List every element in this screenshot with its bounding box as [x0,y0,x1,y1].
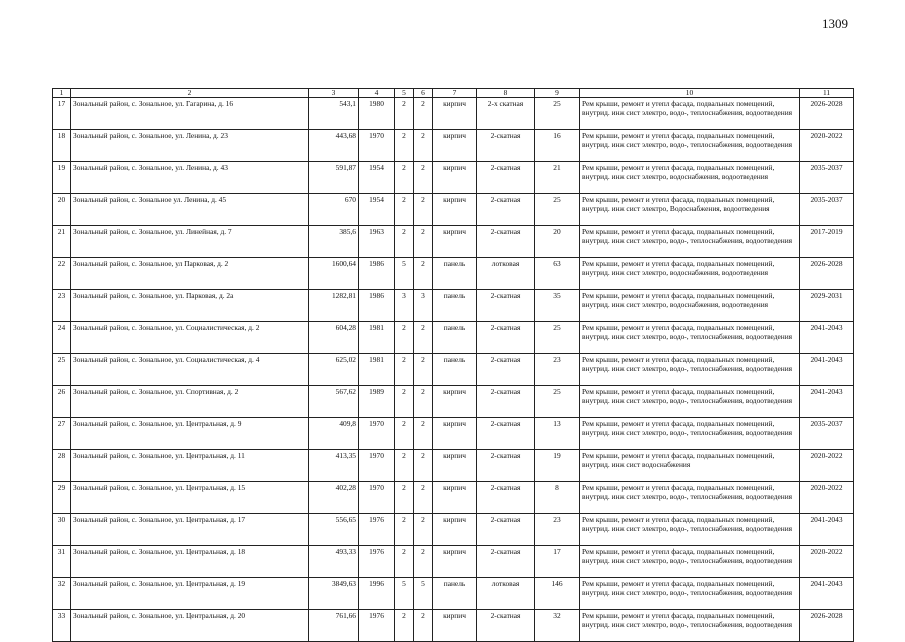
works-cell: Рем крыши, ремонт и утепл фасада, подвальных помещений, внутрид. инж сист электро, водо-, теплоснабжения, водоотведения [580,98,800,130]
entrances-cell: 2 [414,610,433,642]
wall-material-cell: кирпич [433,610,477,642]
table-row [53,418,854,450]
apartments-cell: 19 [535,450,580,482]
floors-cell: 2 [395,130,414,162]
apartments-cell: 8 [535,482,580,514]
wall-material-cell: кирпич [433,482,477,514]
works-cell: Рем крыши, ремонт и утепл фасада, подвальных помещений, внутрид. инж сист электро, водоснабжения, водоотведения [580,290,800,322]
table-row [53,258,854,290]
row-number-cell: 31 [53,546,71,578]
address-cell: Зональный район, с. Зональное, ул. Парковая, д. 2а [71,290,309,322]
wall-material-cell: панель [433,354,477,386]
table-row [53,98,854,130]
floors-cell: 5 [395,258,414,290]
floors-cell: 2 [395,514,414,546]
apartments-cell: 23 [535,514,580,546]
works-cell: Рем крыши, ремонт и утепл фасада, подвальных помещений, внутрид. инж сист электро, Водоснабжения, водоотведения [580,194,800,226]
works-cell: Рем крыши, ремонт и утепл фасада, подвальных помещений, внутрид. инж сист электро, водо-, теплоснабжения, водоотведения [580,546,800,578]
address-cell: Зональный район, с. Зональное ул. Ленина, д. 45 [71,194,309,226]
roof-type-cell: 2-скатная [477,130,535,162]
address-cell: Зональный район, с. Зональное, ул. Гагарина, д. 16 [71,98,309,130]
period-cell: 2035-2037 [800,162,854,194]
year-cell: 1963 [359,226,395,258]
floors-cell: 2 [395,546,414,578]
wall-material-cell: кирпич [433,546,477,578]
address-cell: Зональный район, с. Зональное, ул. Центральная, д. 15 [71,482,309,514]
address-cell: Зональный район, с. Зональное, ул. Центральная, д. 9 [71,418,309,450]
apartments-cell: 25 [535,98,580,130]
column-number-cell: 5 [395,89,414,98]
column-number-row [53,89,854,98]
entrances-cell: 2 [414,162,433,194]
column-number-cell: 10 [580,89,800,98]
address-cell: Зональный район, с. Зональное, ул. Центральная, д. 18 [71,546,309,578]
area-cell: 1600,64 [309,258,359,290]
year-cell: 1980 [359,98,395,130]
year-cell: 1996 [359,578,395,610]
year-cell: 1954 [359,162,395,194]
entrances-cell: 2 [414,418,433,450]
floors-cell: 2 [395,322,414,354]
roof-type-cell: 2-скатная [477,514,535,546]
floors-cell: 2 [395,482,414,514]
works-cell: Рем крыши, ремонт и утепл фасада, подвальных помещений, внутрид. инж сист электро, водо-, теплоснабжения, водоотведения [580,578,800,610]
period-cell: 2026-2028 [800,258,854,290]
works-cell: Рем крыши, ремонт и утепл фасада, подвальных помещений, внутрид. инж сист электро, водо-, теплоснабжения, водоотведения [580,482,800,514]
works-cell: Рем крыши, ремонт и утепл фасада, подвальных помещений, внутрид. инж сист электро, водо-, теплоснабжения, водоотведения [580,610,800,642]
roof-type-cell: 2-скатная [477,610,535,642]
address-cell: Зональный район, с. Зональное, ул. Линейная, д. 7 [71,226,309,258]
apartments-cell: 17 [535,546,580,578]
apartments-cell: 146 [535,578,580,610]
table-row [53,130,854,162]
year-cell: 1981 [359,322,395,354]
year-cell: 1976 [359,610,395,642]
works-cell: Рем крыши, ремонт и утепл фасада, подвальных помещений, внутрид. инж сист электро, водоснабжения, водоотведения [580,258,800,290]
apartments-cell: 16 [535,130,580,162]
roof-type-cell: 2-скатная [477,226,535,258]
address-cell: Зональный район, с. Зональное, ул Парковая, д. 2 [71,258,309,290]
apartments-cell: 63 [535,258,580,290]
area-cell: 670 [309,194,359,226]
address-cell: Зональный район, с. Зональное, ул. Центральная, д. 20 [71,610,309,642]
roof-type-cell: 2-скатная [477,322,535,354]
works-cell: Рем крыши, ремонт и утепл фасада, подвальных помещений, внутрид. инж сист электро, водоснабжения, водоотведения [580,162,800,194]
address-cell: Зональный район, с. Зональное, ул. Центральная, д. 19 [71,578,309,610]
roof-type-cell: лотковая [477,578,535,610]
wall-material-cell: панель [433,258,477,290]
address-cell: Зональный район, с. Зональное, ул. Ленина, д. 23 [71,130,309,162]
wall-material-cell: кирпич [433,98,477,130]
area-cell: 413,35 [309,450,359,482]
wall-material-cell: панель [433,578,477,610]
roof-type-cell: лотковая [477,258,535,290]
year-cell: 1970 [359,418,395,450]
row-number-cell: 21 [53,226,71,258]
table-body [53,89,854,642]
period-cell: 2041-2043 [800,386,854,418]
floors-cell: 2 [395,354,414,386]
period-cell: 2035-2037 [800,418,854,450]
wall-material-cell: кирпич [433,418,477,450]
area-cell: 443,68 [309,130,359,162]
area-cell: 1282,81 [309,290,359,322]
table-row [53,482,854,514]
column-number-cell: 4 [359,89,395,98]
table-row [53,290,854,322]
area-cell: 556,65 [309,514,359,546]
area-cell: 409,8 [309,418,359,450]
row-number-cell: 32 [53,578,71,610]
roof-type-cell: 2-скатная [477,162,535,194]
area-cell: 761,66 [309,610,359,642]
address-cell: Зональный район, с. Зональное, ул. Спортивная, д. 2 [71,386,309,418]
table-row [53,450,854,482]
row-number-cell: 24 [53,322,71,354]
floors-cell: 3 [395,290,414,322]
area-cell: 493,33 [309,546,359,578]
row-number-cell: 22 [53,258,71,290]
roof-type-cell: 2-скатная [477,546,535,578]
year-cell: 1970 [359,450,395,482]
apartments-cell: 32 [535,610,580,642]
year-cell: 1976 [359,514,395,546]
wall-material-cell: кирпич [433,194,477,226]
wall-material-cell: кирпич [433,450,477,482]
works-cell: Рем крыши, ремонт и утепл фасада, подвальных помещений, внутрид. инж сист электро, водо-, теплоснабжения, водоотведения [580,418,800,450]
address-cell: Зональный район, с. Зональное, ул. Ленина, д. 43 [71,162,309,194]
entrances-cell: 2 [414,450,433,482]
floors-cell: 2 [395,610,414,642]
column-number-cell: 3 [309,89,359,98]
area-cell: 402,28 [309,482,359,514]
column-number-cell: 7 [433,89,477,98]
table-row [53,322,854,354]
row-number-cell: 33 [53,610,71,642]
year-cell: 1986 [359,290,395,322]
entrances-cell: 2 [414,322,433,354]
row-number-cell: 23 [53,290,71,322]
roof-type-cell: 2-х скатная [477,98,535,130]
floors-cell: 2 [395,386,414,418]
table-row [53,546,854,578]
wall-material-cell: панель [433,322,477,354]
apartments-cell: 25 [535,322,580,354]
entrances-cell: 2 [414,546,433,578]
table-row [53,610,854,642]
area-cell: 604,28 [309,322,359,354]
row-number-cell: 26 [53,386,71,418]
column-number-cell: 6 [414,89,433,98]
works-cell: Рем крыши, ремонт и утепл фасада, подвальных помещений, внутрид. инж сист электро, водо-, теплоснабжения, водоотведения [580,130,800,162]
roof-type-cell: 2-скатная [477,386,535,418]
row-number-cell: 28 [53,450,71,482]
period-cell: 2020-2022 [800,546,854,578]
address-cell: Зональный район, с. Зональное, ул. Центральная, д. 17 [71,514,309,546]
area-cell: 591,87 [309,162,359,194]
wall-material-cell: кирпич [433,162,477,194]
roof-type-cell: 2-скатная [477,418,535,450]
area-cell: 625,02 [309,354,359,386]
row-number-cell: 27 [53,418,71,450]
entrances-cell: 2 [414,354,433,386]
page-number: 1309 [822,16,848,31]
works-cell: Рем крыши, ремонт и утепл фасада, подвальных помещений, внутрид. инж сист водоснабжения [580,450,800,482]
entrances-cell: 3 [414,290,433,322]
address-cell: Зональный район, с. Зональное, ул. Социалистическая, д. 2 [71,322,309,354]
roof-type-cell: 2-скатная [477,290,535,322]
year-cell: 1981 [359,354,395,386]
apartments-cell: 21 [535,162,580,194]
works-cell: Рем крыши, ремонт и утепл фасада, подвальных помещений, внутрид. инж сист электро, водо-, теплоснабжения, водоотведения [580,514,800,546]
area-cell: 385,6 [309,226,359,258]
year-cell: 1989 [359,386,395,418]
area-cell: 567,62 [309,386,359,418]
period-cell: 2041-2043 [800,354,854,386]
column-number-cell: 8 [477,89,535,98]
works-cell: Рем крыши, ремонт и утепл фасада, подвальных помещений, внутрид. инж сист электро, водо-, теплоснабжения, водоотведения [580,354,800,386]
period-cell: 2026-2028 [800,98,854,130]
period-cell: 2017-2019 [800,226,854,258]
roof-type-cell: 2-скатная [477,482,535,514]
wall-material-cell: кирпич [433,130,477,162]
column-number-cell: 11 [800,89,854,98]
floors-cell: 2 [395,226,414,258]
table-row [53,354,854,386]
apartments-cell: 35 [535,290,580,322]
table-row [53,386,854,418]
apartments-cell: 20 [535,226,580,258]
table-row [53,194,854,226]
row-number-cell: 17 [53,98,71,130]
period-cell: 2020-2022 [800,130,854,162]
table-row [53,226,854,258]
entrances-cell: 2 [414,226,433,258]
wall-material-cell: кирпич [433,226,477,258]
apartments-cell: 13 [535,418,580,450]
year-cell: 1986 [359,258,395,290]
wall-material-cell: кирпич [433,514,477,546]
entrances-cell: 2 [414,130,433,162]
floors-cell: 2 [395,162,414,194]
entrances-cell: 5 [414,578,433,610]
column-number-cell: 9 [535,89,580,98]
year-cell: 1954 [359,194,395,226]
period-cell: 2041-2043 [800,514,854,546]
entrances-cell: 2 [414,482,433,514]
housing-repair-table [52,88,854,642]
table-row [53,578,854,610]
column-number-cell: 1 [53,89,71,98]
entrances-cell: 2 [414,514,433,546]
works-cell: Рем крыши, ремонт и утепл фасада, подвальных помещений, внутрид. инж сист электро, водо-, теплоснабжения, водоотведения [580,226,800,258]
apartments-cell: 25 [535,386,580,418]
area-cell: 543,1 [309,98,359,130]
address-cell: Зональный район, с. Зональное, ул. Центральная, д. 11 [71,450,309,482]
period-cell: 2020-2022 [800,450,854,482]
row-number-cell: 30 [53,514,71,546]
period-cell: 2041-2043 [800,322,854,354]
wall-material-cell: панель [433,290,477,322]
entrances-cell: 2 [414,386,433,418]
period-cell: 2020-2022 [800,482,854,514]
area-cell: 3849,63 [309,578,359,610]
row-number-cell: 25 [53,354,71,386]
year-cell: 1970 [359,130,395,162]
table-row [53,514,854,546]
wall-material-cell: кирпич [433,386,477,418]
floors-cell: 2 [395,418,414,450]
roof-type-cell: 2-скатная [477,354,535,386]
column-number-cell: 2 [71,89,309,98]
year-cell: 1976 [359,546,395,578]
year-cell: 1970 [359,482,395,514]
period-cell: 2026-2028 [800,610,854,642]
apartments-cell: 25 [535,194,580,226]
period-cell: 2035-2037 [800,194,854,226]
row-number-cell: 19 [53,162,71,194]
works-cell: Рем крыши, ремонт и утепл фасада, подвальных помещений, внутрид. инж сист электро, водо-, теплоснабжения, водоотведения [580,322,800,354]
period-cell: 2029-2031 [800,290,854,322]
apartments-cell: 23 [535,354,580,386]
floors-cell: 5 [395,578,414,610]
row-number-cell: 29 [53,482,71,514]
entrances-cell: 2 [414,194,433,226]
works-cell: Рем крыши, ремонт и утепл фасада, подвальных помещений, внутрид. инж сист электро, водо-, теплоснабжения, водоотведения [580,386,800,418]
roof-type-cell: 2-скатная [477,450,535,482]
floors-cell: 2 [395,450,414,482]
entrances-cell: 2 [414,98,433,130]
table-row [53,162,854,194]
entrances-cell: 2 [414,258,433,290]
row-number-cell: 20 [53,194,71,226]
address-cell: Зональный район, с. Зональное, ул. Социалистическая, д. 4 [71,354,309,386]
period-cell: 2041-2043 [800,578,854,610]
floors-cell: 2 [395,194,414,226]
row-number-cell: 18 [53,130,71,162]
floors-cell: 2 [395,98,414,130]
roof-type-cell: 2-скатная [477,194,535,226]
